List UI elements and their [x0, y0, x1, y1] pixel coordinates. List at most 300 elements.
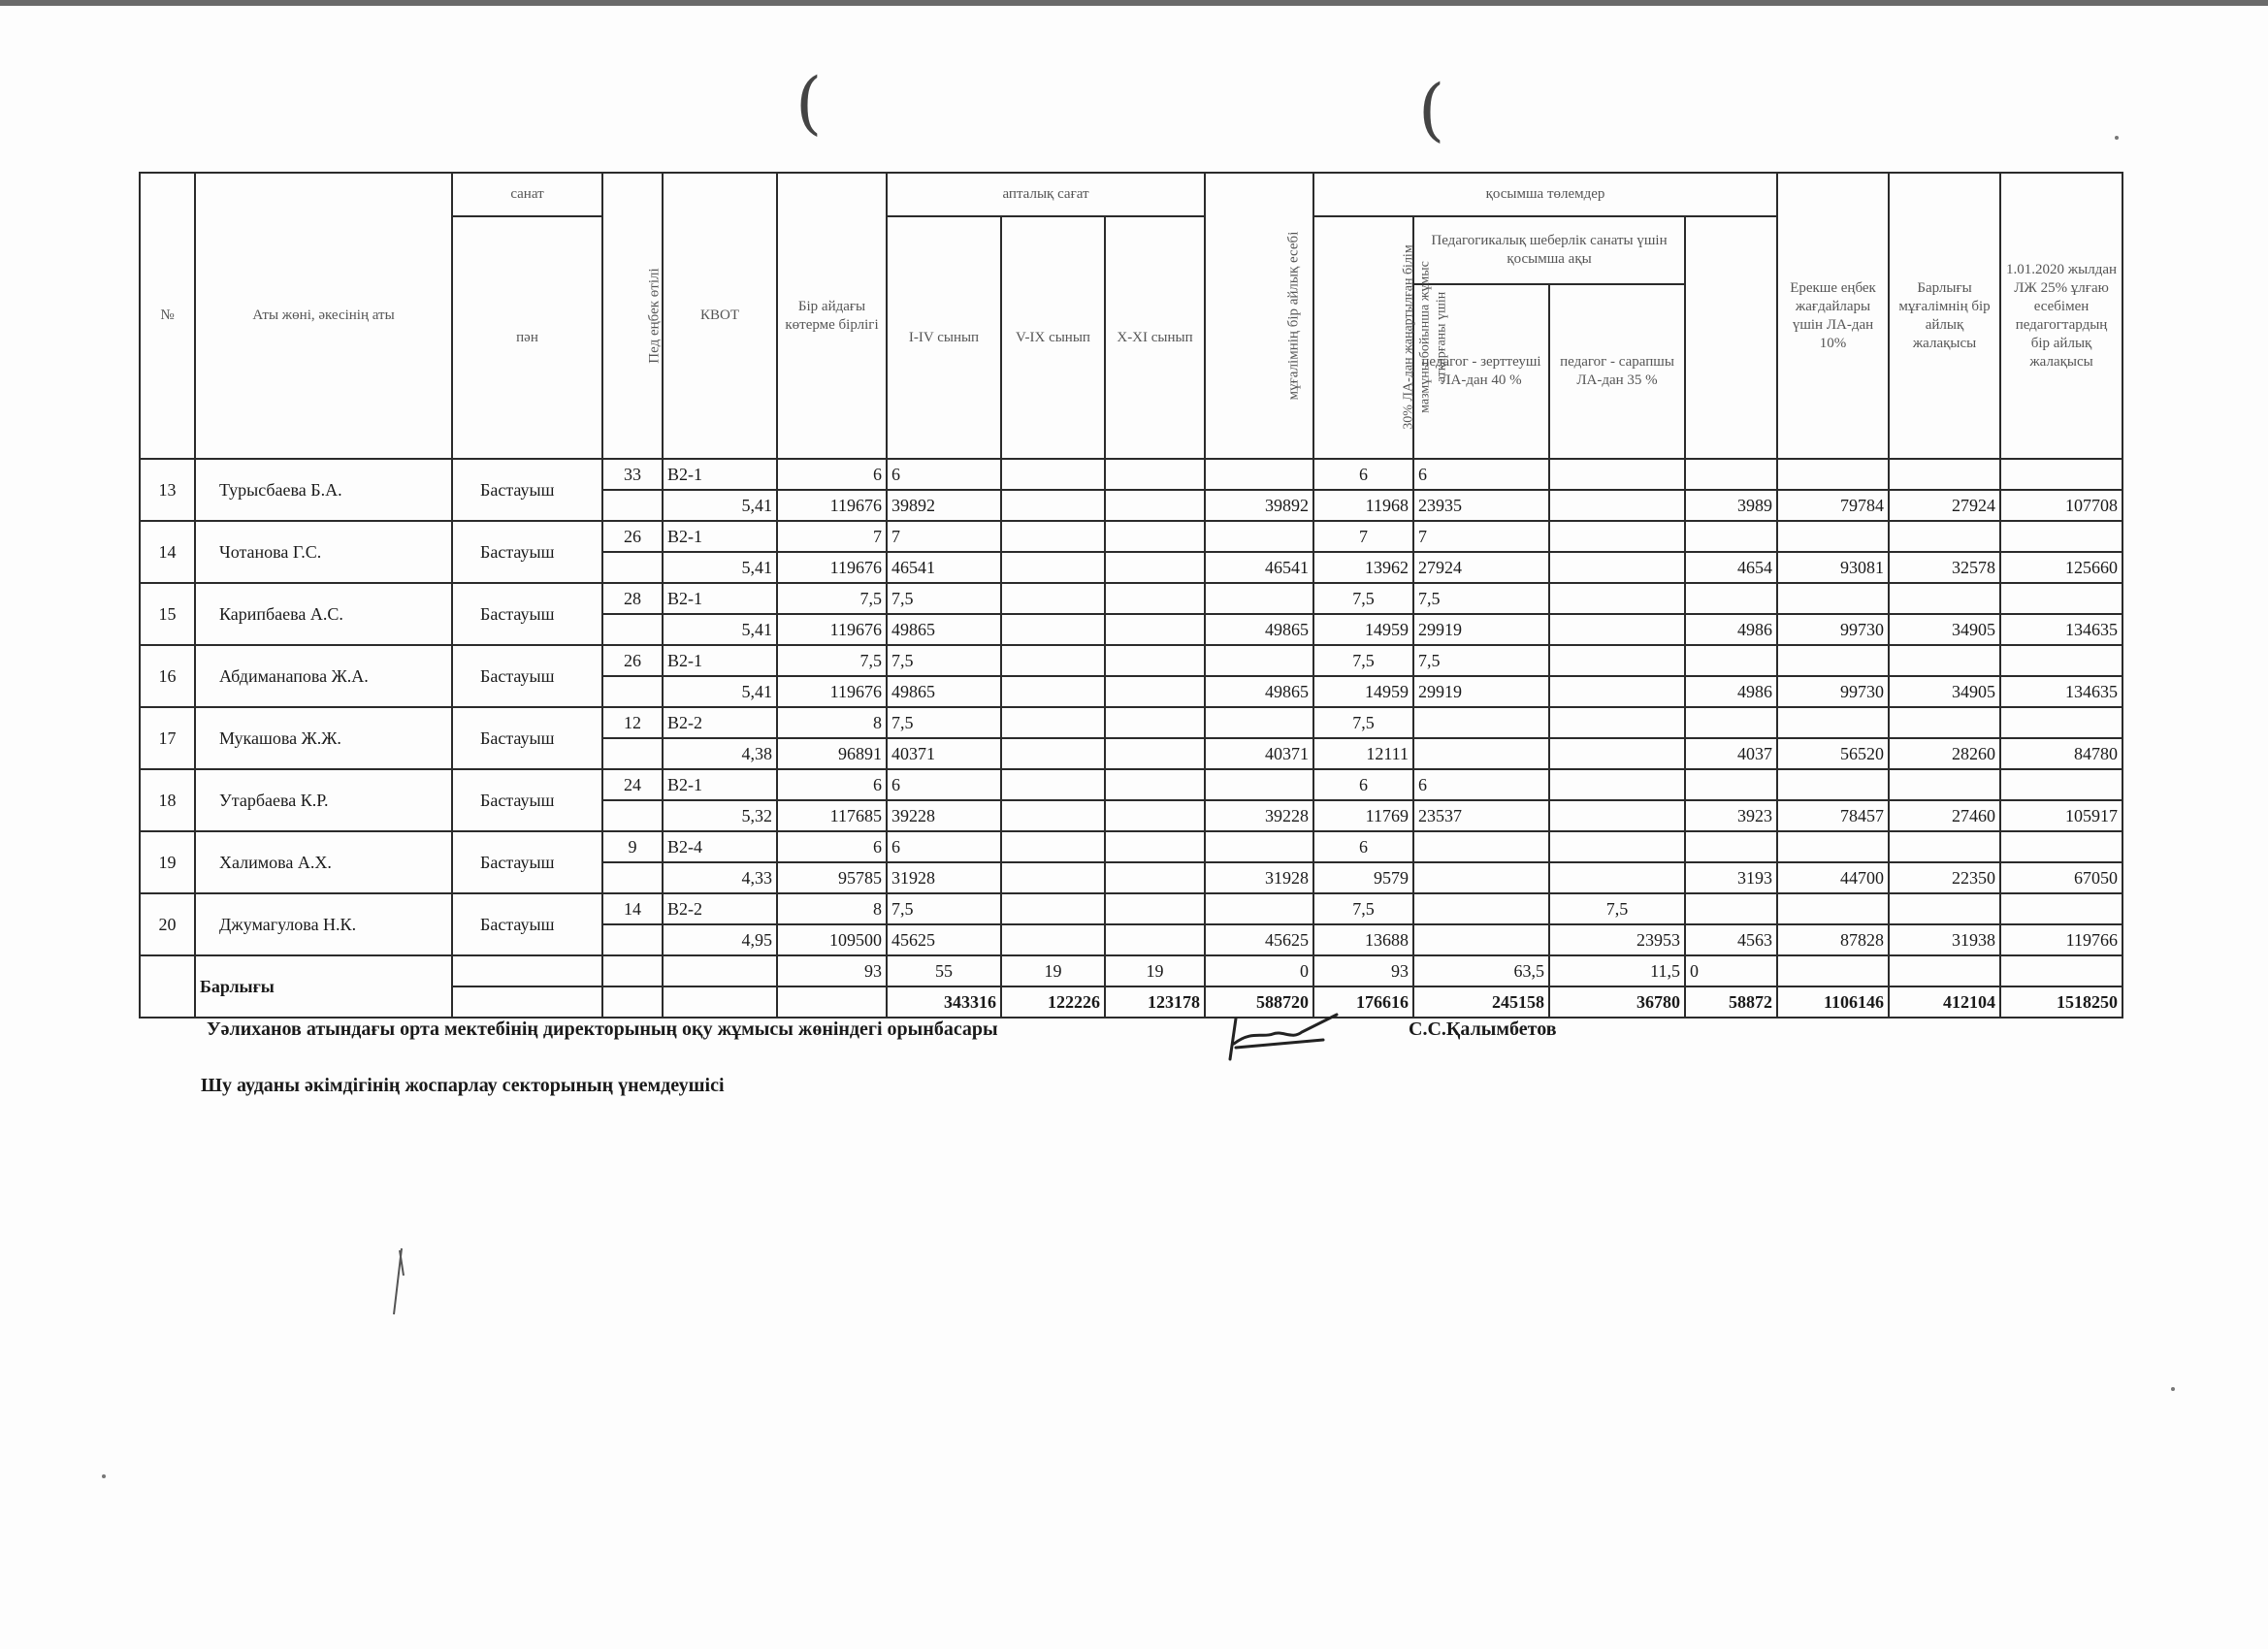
- grand-total-amount: 84780: [2000, 738, 2122, 769]
- teacher-row: [140, 831, 2122, 862]
- updated-content-hours: 6: [1313, 769, 1413, 800]
- scan-top-edge: [0, 0, 2268, 6]
- special-conditions-amount: 3193: [1685, 862, 1777, 893]
- totals-grand-bottom: 1518250: [2000, 986, 2122, 1018]
- totals-res-top: 63,5: [1413, 955, 1549, 986]
- coefficient: 5,41: [663, 676, 777, 707]
- header-row-1: [140, 173, 2122, 216]
- col-header-monthly-unit: Бір айдағы көтерме бірлігі: [777, 173, 887, 459]
- table-cell: [2000, 459, 2122, 490]
- teacher-subject: Бастауыш: [452, 583, 602, 645]
- table-cell: [1105, 521, 1205, 552]
- totals-row-top: [140, 955, 2122, 986]
- col-header-grade-5-9: V-IX сынып: [1001, 216, 1105, 459]
- researcher-amount: 23537: [1413, 800, 1549, 831]
- teacher-stazh: 28: [602, 583, 663, 614]
- teacher-subject: Бастауыш: [452, 831, 602, 893]
- teacher-stazh: 33: [602, 459, 663, 490]
- updated-content-hours: 7,5: [1313, 707, 1413, 738]
- table-cell: [1105, 893, 1205, 924]
- table-cell: [1105, 831, 1205, 862]
- teacher-subject: Бастауыш: [452, 707, 602, 769]
- researcher-amount: 29919: [1413, 614, 1549, 645]
- table-cell: [1205, 645, 1313, 676]
- grade-5-9-amount: [1001, 862, 1105, 893]
- expert-hours: [1549, 645, 1685, 676]
- grade-1-4-amount: 49865: [887, 676, 1001, 707]
- table-cell: [1777, 955, 1889, 986]
- table-cell: [1205, 893, 1313, 924]
- table-cell: [1205, 521, 1313, 552]
- totals-inc-bottom: 412104: [1889, 986, 2000, 1018]
- unit-hours: 7,5: [777, 645, 887, 676]
- table-cell: [602, 862, 663, 893]
- grand-total-amount: 125660: [2000, 552, 2122, 583]
- col-header-ped-skill: Педагогикалық шеберлік санаты үшін қосымша ақы: [1413, 216, 1685, 284]
- table-cell: [602, 614, 663, 645]
- table-cell: [1105, 459, 1205, 490]
- col-header-kvot: КВОТ: [663, 173, 777, 459]
- table-cell: [2000, 707, 2122, 738]
- table-cell: [602, 986, 663, 1018]
- grade-1-4-hours: 7,5: [887, 583, 1001, 614]
- increase-amount: 31938: [1889, 924, 2000, 955]
- monthly-amount: 39892: [1205, 490, 1313, 521]
- row-number: 20: [140, 893, 195, 955]
- table-cell: [1685, 583, 1777, 614]
- total-monthly-amount: 99730: [1777, 676, 1889, 707]
- total-monthly-amount: 79784: [1777, 490, 1889, 521]
- table-cell: [1889, 955, 2000, 986]
- table-cell: [663, 955, 777, 986]
- teacher-stazh: 14: [602, 893, 663, 924]
- hole-punch-mark-right: (: [1418, 70, 1445, 149]
- expert-amount: 23953: [1549, 924, 1685, 955]
- table-cell: [602, 924, 663, 955]
- updated-content-hours: 7,5: [1313, 645, 1413, 676]
- increase-amount: 32578: [1889, 552, 2000, 583]
- coefficient: 4,95: [663, 924, 777, 955]
- updated-content-amount: 11968: [1313, 490, 1413, 521]
- table-cell: [1105, 707, 1205, 738]
- grade-10-11-amount: [1105, 676, 1205, 707]
- table-cell: [1889, 707, 2000, 738]
- teacher-kvot: B2-2: [663, 893, 777, 924]
- grade-10-11-amount: [1105, 862, 1205, 893]
- increase-amount: 34905: [1889, 676, 2000, 707]
- teacher-row: [140, 583, 2122, 614]
- teacher-name: Чотанова Г.С.: [195, 521, 452, 583]
- totals-label: Барлығы: [195, 955, 452, 1018]
- monthly-amount: 45625: [1205, 924, 1313, 955]
- totals-exp-top: 11,5: [1549, 955, 1685, 986]
- table-cell: [1777, 459, 1889, 490]
- table-cell: [2000, 645, 2122, 676]
- grade-1-4-hours: 7,5: [887, 707, 1001, 738]
- expert-amount: [1549, 676, 1685, 707]
- col-header-num: №: [140, 173, 195, 459]
- totals-g1011-bottom: 123178: [1105, 986, 1205, 1018]
- teacher-name: Карипбаева А.С.: [195, 583, 452, 645]
- teacher-kvot: B2-1: [663, 645, 777, 676]
- teacher-monthly-label: мұғалімнің бір айлық есебі: [1285, 231, 1302, 401]
- expert-hours: [1549, 459, 1685, 490]
- teacher-name: Джумагулова Н.К.: [195, 893, 452, 955]
- teacher-subject: Бастауыш: [452, 769, 602, 831]
- col-header-ped-researcher: педагог - зерттеуші ЛА-дан 40 %: [1413, 284, 1549, 459]
- teacher-stazh: 26: [602, 521, 663, 552]
- researcher-amount: [1413, 924, 1549, 955]
- totals-monthly-bottom: 588720: [1205, 986, 1313, 1018]
- col-header-special-conditions: Ерекше еңбек жағдайлары үшін ЛА-дан 10%: [1777, 173, 1889, 459]
- expert-hours: [1549, 769, 1685, 800]
- teacher-kvot: B2-1: [663, 769, 777, 800]
- expert-hours: [1549, 707, 1685, 738]
- coefficient: 4,33: [663, 862, 777, 893]
- table-cell: [1001, 769, 1105, 800]
- totals-g1011-top: 19: [1105, 955, 1205, 986]
- totals-g59-top: 19: [1001, 955, 1105, 986]
- grand-total-amount: 107708: [2000, 490, 2122, 521]
- col-header-updated-content: [1313, 216, 1449, 459]
- updated-content-hours: 7,5: [1313, 583, 1413, 614]
- table-cell: [1685, 645, 1777, 676]
- teacher-name: Халимова А.Х.: [195, 831, 452, 893]
- special-conditions-amount: 3989: [1685, 490, 1777, 521]
- table-cell: [602, 552, 663, 583]
- totals-unit-top: 93: [777, 955, 887, 986]
- teacher-kvot: B2-1: [663, 521, 777, 552]
- totals-spec-top: 0: [1685, 955, 1777, 986]
- teacher-row: [140, 521, 2122, 552]
- teacher-stazh: 26: [602, 645, 663, 676]
- grade-10-11-amount: [1105, 738, 1205, 769]
- expert-amount: [1549, 738, 1685, 769]
- increase-amount: 34905: [1889, 614, 2000, 645]
- row-number: 13: [140, 459, 195, 521]
- table-cell: [1205, 769, 1313, 800]
- updated-content-amount: 11769: [1313, 800, 1413, 831]
- grade-5-9-amount: [1001, 924, 1105, 955]
- teacher-subject: Бастауыш: [452, 893, 602, 955]
- monthly-amount: 49865: [1205, 676, 1313, 707]
- coefficient: 5,41: [663, 490, 777, 521]
- researcher-hours: 6: [1413, 459, 1549, 490]
- researcher-hours: 7,5: [1413, 583, 1549, 614]
- grade-1-4-amount: 49865: [887, 614, 1001, 645]
- unit-hours: 7,5: [777, 583, 887, 614]
- table-cell: [1777, 645, 1889, 676]
- scan-speck: [2171, 1387, 2175, 1391]
- grade-1-4-hours: 6: [887, 831, 1001, 862]
- table-cell: [777, 986, 887, 1018]
- teacher-row: [140, 645, 2122, 676]
- col-header-ped-stazh: [602, 173, 663, 459]
- table-cell: [602, 800, 663, 831]
- teacher-subject: Бастауыш: [452, 645, 602, 707]
- table-cell: [1001, 521, 1105, 552]
- monthly-amount: 39228: [1205, 800, 1313, 831]
- teacher-subject: Бастауыш: [452, 521, 602, 583]
- grand-total-amount: 134635: [2000, 676, 2122, 707]
- table-cell: [2000, 831, 2122, 862]
- totals-num: [140, 955, 195, 1018]
- expert-amount: [1549, 552, 1685, 583]
- unit-amount: 109500: [777, 924, 887, 955]
- researcher-hours: [1413, 831, 1549, 862]
- table-cell: [663, 986, 777, 1018]
- unit-hours: 6: [777, 459, 887, 490]
- table-cell: [1777, 707, 1889, 738]
- updated-content-amount: 12111: [1313, 738, 1413, 769]
- grade-5-9-amount: [1001, 738, 1105, 769]
- updated-content-hours: 7: [1313, 521, 1413, 552]
- table-cell: [2000, 521, 2122, 552]
- researcher-hours: 7,5: [1413, 645, 1549, 676]
- grand-total-amount: 119766: [2000, 924, 2122, 955]
- special-conditions-amount: 4654: [1685, 552, 1777, 583]
- table-cell: [1889, 645, 2000, 676]
- table-cell: [1205, 459, 1313, 490]
- expert-amount: [1549, 862, 1685, 893]
- grade-10-11-amount: [1105, 552, 1205, 583]
- table-cell: [2000, 769, 2122, 800]
- total-monthly-amount: 87828: [1777, 924, 1889, 955]
- teacher-name: Мукашова Ж.Ж.: [195, 707, 452, 769]
- row-number: 16: [140, 645, 195, 707]
- totals-res-bottom: 245158: [1413, 986, 1549, 1018]
- teacher-subject: Бастауыш: [452, 459, 602, 521]
- pen-stroke-mark: [388, 1246, 407, 1324]
- totals-spec-bottom: 58872: [1685, 986, 1777, 1018]
- unit-hours: 8: [777, 707, 887, 738]
- increase-amount: 28260: [1889, 738, 2000, 769]
- updated-content-amount: 13688: [1313, 924, 1413, 955]
- special-conditions-amount: 4037: [1685, 738, 1777, 769]
- updated-content-hours: 6: [1313, 459, 1413, 490]
- col-header-grade-10-11: X-XI сынып: [1105, 216, 1205, 459]
- totals-upd-bottom: 176616: [1313, 986, 1413, 1018]
- table-cell: [452, 986, 602, 1018]
- special-conditions-amount: 4986: [1685, 676, 1777, 707]
- table-cell: [602, 490, 663, 521]
- totals-g14-top: 55: [887, 955, 1001, 986]
- table-cell: [2000, 583, 2122, 614]
- researcher-amount: 23935: [1413, 490, 1549, 521]
- totals-total-bottom: 1106146: [1777, 986, 1889, 1018]
- unit-hours: 7: [777, 521, 887, 552]
- special-conditions-amount: 4986: [1685, 614, 1777, 645]
- table-cell: [1205, 583, 1313, 614]
- grade-1-4-amount: 46541: [887, 552, 1001, 583]
- monthly-amount: 49865: [1205, 614, 1313, 645]
- teacher-kvot: B2-1: [663, 459, 777, 490]
- researcher-hours: [1413, 707, 1549, 738]
- table-cell: [1889, 583, 2000, 614]
- table-cell: [1889, 893, 2000, 924]
- table-cell: [1889, 459, 2000, 490]
- teacher-stazh: 12: [602, 707, 663, 738]
- unit-amount: 95785: [777, 862, 887, 893]
- grade-1-4-amount: 39892: [887, 490, 1001, 521]
- table-cell: [1777, 831, 1889, 862]
- table-cell: [2000, 955, 2122, 986]
- expert-hours: [1549, 521, 1685, 552]
- teacher-row: [140, 893, 2122, 924]
- monthly-amount: 46541: [1205, 552, 1313, 583]
- grade-1-4-hours: 7,5: [887, 645, 1001, 676]
- expert-amount: [1549, 490, 1685, 521]
- researcher-hours: 7: [1413, 521, 1549, 552]
- totals-g59-bottom: 122226: [1001, 986, 1105, 1018]
- table-cell: [1001, 645, 1105, 676]
- increase-amount: 27460: [1889, 800, 2000, 831]
- expert-hours: [1549, 831, 1685, 862]
- grand-total-amount: 134635: [2000, 614, 2122, 645]
- ped-stazh-label: Пед еңбек өтілі: [646, 268, 663, 364]
- table-cell: [1685, 831, 1777, 862]
- grade-10-11-amount: [1105, 490, 1205, 521]
- col-header-name: Аты жөні, әкесінің аты: [195, 173, 452, 459]
- updated-content-label: 30% ЛА-дан жаңартылған білім мазмұны бойынша жұмыс атқарғаны үшін: [1401, 244, 1449, 430]
- grade-10-11-amount: [1105, 800, 1205, 831]
- table-cell: [602, 955, 663, 986]
- table-cell: [1685, 769, 1777, 800]
- table-cell: [1001, 459, 1105, 490]
- unit-hours: 6: [777, 769, 887, 800]
- table-cell: [452, 955, 602, 986]
- col-header-extra-payments: қосымша төлемдер: [1313, 173, 1777, 216]
- unit-amount: 96891: [777, 738, 887, 769]
- total-monthly-amount: 99730: [1777, 614, 1889, 645]
- row-number: 18: [140, 769, 195, 831]
- grade-1-4-hours: 6: [887, 769, 1001, 800]
- researcher-hours: 6: [1413, 769, 1549, 800]
- table-cell: [602, 738, 663, 769]
- footer-signer-name: С.С.Қалымбетов: [1409, 1018, 1557, 1040]
- row-number: 14: [140, 521, 195, 583]
- table-cell: [602, 676, 663, 707]
- col-header-pan: пән: [452, 216, 602, 459]
- grade-10-11-amount: [1105, 924, 1205, 955]
- table-cell: [1001, 893, 1105, 924]
- expert-amount: [1549, 614, 1685, 645]
- table-cell: [1777, 893, 1889, 924]
- col-header-since-2020: 1.01.2020 жылдан ЛЖ 25% ұлғаю есебімен педагогтардың бір айлық жалақысы: [2000, 173, 2122, 459]
- unit-amount: 119676: [777, 676, 887, 707]
- table-cell: [1001, 831, 1105, 862]
- table-cell: [1685, 521, 1777, 552]
- special-conditions-amount: 3923: [1685, 800, 1777, 831]
- monthly-amount: 40371: [1205, 738, 1313, 769]
- grade-5-9-amount: [1001, 614, 1105, 645]
- col-header-total-monthly: Барлығы мұғалімнің бір айлық жалақысы: [1889, 173, 2000, 459]
- updated-content-amount: 9579: [1313, 862, 1413, 893]
- total-monthly-amount: 44700: [1777, 862, 1889, 893]
- unit-amount: 119676: [777, 490, 887, 521]
- grade-1-4-amount: 45625: [887, 924, 1001, 955]
- teacher-name: Турысбаева Б.А.: [195, 459, 452, 521]
- special-conditions-amount: 4563: [1685, 924, 1777, 955]
- unit-hours: 8: [777, 893, 887, 924]
- totals-exp-bottom: 36780: [1549, 986, 1685, 1018]
- table-cell: [1889, 769, 2000, 800]
- table-cell: [1685, 707, 1777, 738]
- footer-sector-title: Шу ауданы әкімдігінің жоспарлау секторының үнемдеушісі: [201, 1075, 725, 1096]
- hole-punch-mark-left: (: [795, 63, 823, 143]
- increase-amount: 27924: [1889, 490, 2000, 521]
- totals-upd-top: 93: [1313, 955, 1413, 986]
- coefficient: 5,32: [663, 800, 777, 831]
- table-cell: [1105, 769, 1205, 800]
- table-cell: [1105, 645, 1205, 676]
- researcher-amount: 29919: [1413, 676, 1549, 707]
- coefficient: 4,38: [663, 738, 777, 769]
- salary-table: [139, 172, 2123, 1018]
- researcher-amount: [1413, 862, 1549, 893]
- grade-5-9-amount: [1001, 552, 1105, 583]
- totals-g14-bottom: 343316: [887, 986, 1001, 1018]
- total-monthly-amount: 78457: [1777, 800, 1889, 831]
- scan-speck: [2115, 136, 2119, 140]
- updated-content-hours: 7,5: [1313, 893, 1413, 924]
- table-cell: [1777, 769, 1889, 800]
- teacher-stazh: 24: [602, 769, 663, 800]
- teacher-row: [140, 459, 2122, 490]
- table-cell: [1889, 521, 2000, 552]
- table-cell: [1001, 583, 1105, 614]
- teacher-row: [140, 707, 2122, 738]
- increase-amount: 22350: [1889, 862, 2000, 893]
- grade-5-9-amount: [1001, 676, 1105, 707]
- table-body: [140, 459, 2122, 955]
- unit-amount: 119676: [777, 614, 887, 645]
- researcher-amount: 27924: [1413, 552, 1549, 583]
- updated-content-amount: 14959: [1313, 676, 1413, 707]
- table-cell: [1001, 707, 1105, 738]
- teacher-kvot: B2-4: [663, 831, 777, 862]
- col-header-weekly-hours: апталық сағат: [887, 173, 1205, 216]
- table-cell: [1205, 707, 1313, 738]
- grade-10-11-amount: [1105, 614, 1205, 645]
- grade-1-4-amount: 39228: [887, 800, 1001, 831]
- researcher-hours: [1413, 893, 1549, 924]
- col-header-teacher-monthly: [1205, 173, 1313, 459]
- unit-amount: 119676: [777, 552, 887, 583]
- updated-content-hours: 6: [1313, 831, 1413, 862]
- table-cell: [1105, 583, 1205, 614]
- grade-1-4-hours: 7,5: [887, 893, 1001, 924]
- col-header-sanat: санат: [452, 173, 602, 216]
- table-cell: [1685, 459, 1777, 490]
- row-number: 15: [140, 583, 195, 645]
- monthly-amount: 31928: [1205, 862, 1313, 893]
- table-cell: [1205, 831, 1313, 862]
- teacher-stazh: 9: [602, 831, 663, 862]
- scan-speck: [102, 1474, 106, 1478]
- footer-position-title: Уәлиханов атындағы орта мектебінің директорының оқу жұмысы жөніндегі орынбасары: [207, 1018, 998, 1040]
- table-cell: [2000, 893, 2122, 924]
- expert-amount: [1549, 800, 1685, 831]
- totals-monthly-top: 0: [1205, 955, 1313, 986]
- updated-content-amount: 13962: [1313, 552, 1413, 583]
- researcher-amount: [1413, 738, 1549, 769]
- unit-amount: 117685: [777, 800, 887, 831]
- teacher-kvot: B2-1: [663, 583, 777, 614]
- teacher-row: [140, 769, 2122, 800]
- teacher-name: Абдиманапова Ж.А.: [195, 645, 452, 707]
- col-header-ped-expert: педагог - сарапшы ЛА-дан 35 %: [1549, 284, 1685, 459]
